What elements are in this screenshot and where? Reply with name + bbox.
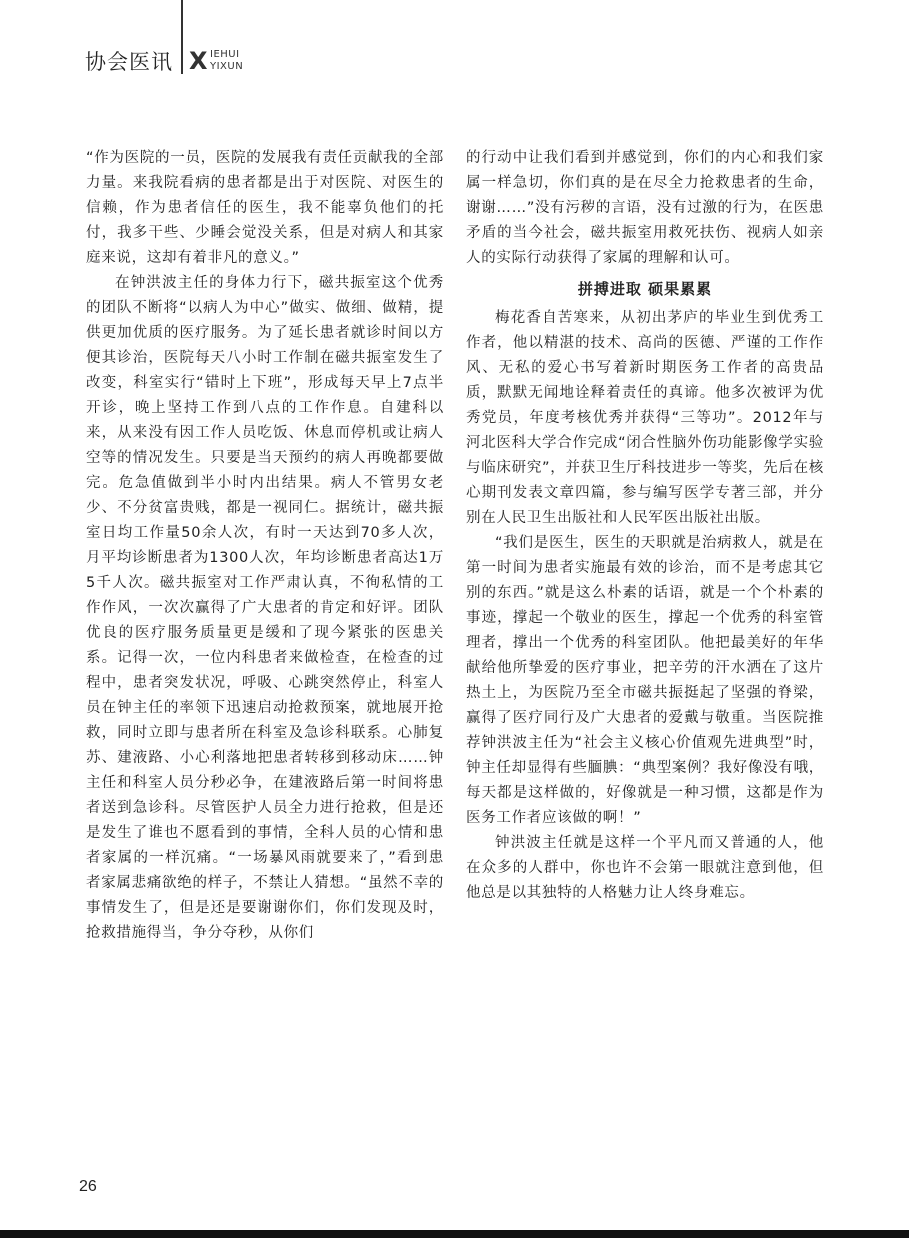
journal-logo-pinyin-top: IEHUI <box>210 49 240 60</box>
paragraph-achievements: 梅花香自苦寒来，从初出茅庐的毕业生到优秀工作者，他以精湛的技术、高尚的医德、严谨的工作作风、无私的爱心书写着新时期医务工作者的高贵品质，默默无闻地诠释着责任的真谛。他多次被评为优秀党员，年度考核优秀并获得“三等功”。2012年与河北医科大学合作完成“闭合性脑外伤功能影像学实验与临床研究”，并获卫生厅科技进步一等奖，先后在核心期刊发表文章四篇，参与编写医学专著三部，并分别在人民卫生出版社和人民军医出版社出版。 <box>466 310 824 526</box>
journal-logo-pinyin-bottom: YIXUN <box>210 61 244 72</box>
paragraph-quote-intro: “作为医院的一员，医院的发展我有责任贡献我的全部力量。来我院看病的患者都是出于对医院、对医生的信赖，作为患者信任的医生，我不能辜负他们的托付，我多干些、少睡会觉没关系，但是对病人和其家庭来说，这却有着非凡的意义。” <box>86 150 444 266</box>
section-heading: 拼搏进取 硕果累累 <box>577 280 713 298</box>
left-column <box>86 146 444 946</box>
bottom-bar <box>0 1230 909 1238</box>
paragraph-team-service: 在钟洪波主任的身体力行下，磁共振室这个优秀的团队不断将“以病人为中心”做实、做细、做精，提供更加优质的医疗服务。为了延长患者就诊时间以方便其诊治，医院每天八小时工作制在磁共振室发生了改变，科室实行“错时上下班”，形成每天早上7点半开诊，晚上坚持工作到八点的工作作息。自建科以来，从来没有因工作人员吃饭、休息而停机或让病人空等的情况发生。只要是当天预约的病人再晚都要做完。危急值做到半小时内出结果。病人不管男女老少、不分贫富贵贱，都是一视同仁。据统计，磁共振室日均工作量50余人次，有时一天达到70多人次，月平均诊断患者为1300人次，年均诊断患者高达1万5千人次。磁共振室对工作严肃认真，不徇私情的工作作风，一次次赢得了广大患者的肯定和好评。团队优良的医疗服务质量更是缓和了现今紧张的医患关系。记得一次，一位内科患者来做检查，在检查的过程中，患者突发状况，呼吸、心跳突然停止，科室人员在钟主任的率领下迅速启动抢救预案，就地展开抢救，同时立即与患者所在科室及急诊科联系。心肺复苏、建液路、小心利落地把患者转移到移动床……钟主任和科室人员分秒必争，在建液路后第一时间将患者送到急诊科。尽管医护人员全力进行抢救，但是还是发生了谁也不愿看到的事情，全科人员的心情和患者家属的一样沉痛。“一场暴风雨就要来了，”看到患者家属悲痛欲绝的样子，不禁让人猜想。“虽然不幸的事情发生了，但是还是要谢谢你们，你们发现及时，抢救措施得当，争分夺秒，从你们 <box>86 275 444 941</box>
paragraph-closing: 钟洪波主任就是这样一个平凡而又普通的人，他在众多的人群中，你也许不会第一眼就注意到他，但他总是以其独特的人格魅力让人终身难忘。 <box>466 835 824 901</box>
journal-title: 协会医讯 <box>85 50 173 74</box>
page-number: 26 <box>79 1178 97 1195</box>
paragraph-doctor-quote: “我们是医生，医生的天职就是治病救人，就是在第一时间为患者实施最有效的诊治，而不是考虑其它别的东西。”就是这么朴素的话语，就是一个个朴素的事迹，撑起一个敬业的医生，撑起一个优秀的科室管理者，撑出一个优秀的科室团队。他把最美好的年华献给他所挚爱的医疗事业，把辛劳的汗水洒在了这片热土上，为医院乃至全市磁共振挺起了坚强的脊梁，赢得了医疗同行及广大患者的爱戴与敬重。当医院推荐钟洪波主任为“社会主义核心价值观先进典型”时，钟主任却显得有些腼腆：“典型案例？我好像没有哦，每天都是这样做的，好像就是一种习惯，这都是作为医务工作者应该做的啊！” <box>466 535 824 826</box>
right-column <box>466 146 824 906</box>
header-divider <box>181 0 183 74</box>
paragraph-continued: 的行动中让我们看到并感觉到，你们的内心和我们家属一样急切，你们真的是在尽全力抢救患者的生命，谢谢……”没有污秽的言语，没有过激的行为，在医患矛盾的当今社会，磁共振室用救死扶伤、视病人如亲人的实际行动获得了家属的理解和认可。 <box>466 150 824 266</box>
journal-logo-letter: X <box>189 47 208 75</box>
